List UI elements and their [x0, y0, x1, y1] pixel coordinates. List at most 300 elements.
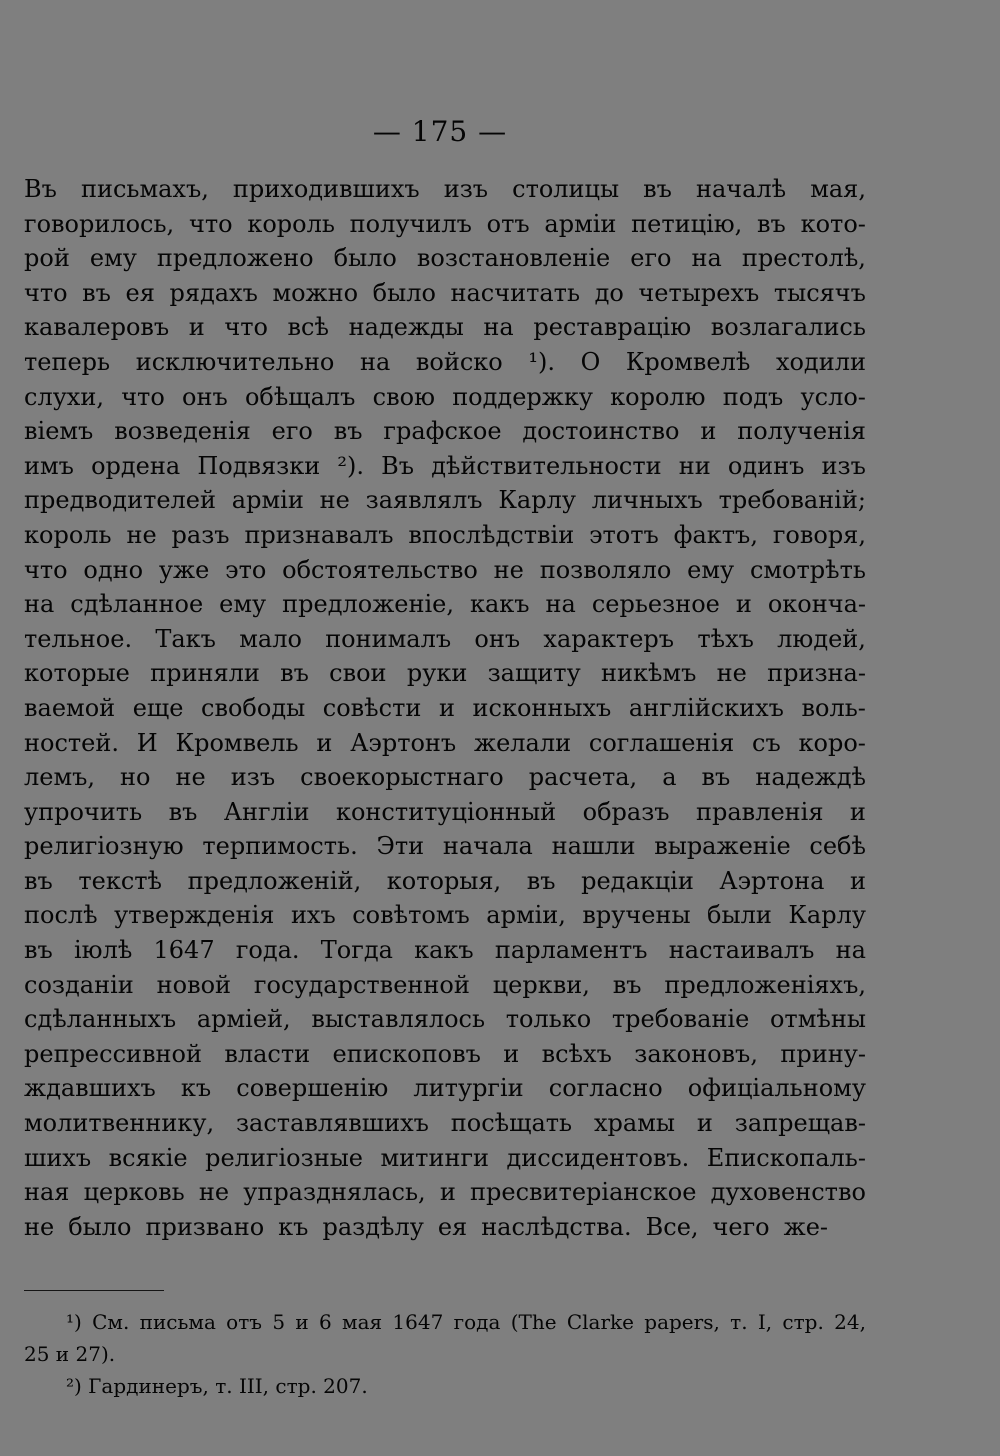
word: слухи,	[24, 382, 104, 411]
word: ему	[89, 244, 137, 273]
word: т.	[730, 1310, 748, 1334]
text-line	[24, 691, 866, 726]
word: всѣхъ	[541, 1039, 612, 1068]
word: насчитать	[450, 278, 581, 307]
word: кавалеровъ	[24, 313, 170, 342]
word: своекорыстнаго	[300, 763, 504, 792]
word: еще	[132, 693, 184, 722]
word: выраженіе	[654, 832, 791, 861]
word: послѣ	[24, 901, 98, 930]
word: возлагались	[710, 313, 866, 342]
word: Кромвель	[175, 728, 299, 757]
text-line	[24, 1210, 866, 1245]
word: призна-	[767, 659, 866, 688]
word: 24,	[834, 1310, 866, 1334]
word: текстѣ	[78, 866, 163, 895]
word: какъ	[469, 590, 530, 619]
word: 1647	[392, 1310, 444, 1334]
word: требованіе	[611, 1005, 750, 1034]
word: и	[438, 693, 455, 722]
word: стр.	[782, 1310, 824, 1334]
word: совершенію	[236, 1074, 389, 1103]
word: письмахъ,	[80, 175, 209, 203]
text-line	[24, 622, 866, 657]
word: и	[700, 417, 717, 446]
word: которыя,	[386, 866, 502, 895]
word: прину-	[780, 1039, 866, 1068]
word: личныхъ	[591, 486, 703, 515]
word: въ	[24, 936, 53, 965]
word: ему	[219, 590, 267, 619]
word: надежды	[348, 313, 464, 342]
word: редакціи	[581, 866, 694, 895]
word: ²).	[337, 451, 364, 480]
word: исконныхъ	[472, 693, 612, 722]
text-line	[24, 829, 866, 864]
word: предводителей	[24, 486, 216, 515]
word: въ	[643, 175, 672, 203]
word: ¹)	[66, 1310, 82, 1334]
word: себѣ	[809, 832, 866, 861]
body-text	[24, 172, 866, 1244]
word: къ	[278, 1212, 309, 1241]
word: на	[24, 590, 55, 619]
word: руки	[406, 659, 468, 688]
word: его	[271, 417, 313, 446]
word: выставлялось	[311, 1005, 486, 1034]
word: расчета,	[528, 763, 638, 792]
word: желали	[474, 728, 572, 757]
word: король	[24, 520, 112, 549]
word: Такъ	[155, 624, 216, 653]
word: свои	[329, 659, 387, 688]
word: ея	[437, 1212, 468, 1241]
text-line	[24, 656, 866, 691]
word: реставрацію	[533, 313, 692, 342]
word: полученія	[737, 417, 866, 446]
word: ихъ	[290, 901, 336, 930]
word: въ	[701, 763, 731, 792]
word: характеръ	[543, 624, 675, 653]
word: papers,	[644, 1310, 720, 1334]
word: сдѣланныхъ	[24, 1005, 177, 1034]
word: 5	[272, 1310, 286, 1334]
word: ная	[24, 1178, 70, 1207]
word: и	[439, 1178, 456, 1207]
word: ваемой	[24, 693, 116, 722]
word: ¹).	[528, 347, 555, 376]
word: мая,	[810, 175, 866, 203]
footnote-divider	[24, 1290, 164, 1291]
word: предложеній,	[187, 866, 362, 895]
word: королю	[610, 382, 706, 411]
word: отъ	[486, 209, 530, 238]
word: церковь	[83, 1178, 185, 1207]
word: не	[493, 555, 524, 584]
word: церкви,	[492, 970, 590, 999]
word: графское	[383, 417, 502, 446]
word: онъ	[474, 624, 521, 653]
word: конституціонный	[335, 797, 557, 826]
word: Clarke	[566, 1310, 634, 1334]
word: одно	[83, 555, 144, 584]
word: года.	[235, 936, 300, 965]
word: въ	[526, 866, 556, 895]
word: въ	[757, 209, 786, 238]
word: англійскихъ	[628, 693, 784, 722]
word: признавалъ	[244, 520, 394, 549]
word: Въ	[381, 451, 415, 480]
word: на	[835, 936, 866, 965]
word: ждавшихъ	[24, 1074, 156, 1103]
word: Въ	[24, 175, 57, 203]
word: подъ	[722, 382, 784, 411]
word: и	[295, 1310, 309, 1334]
word: настаивалъ	[668, 936, 815, 965]
text-line	[24, 276, 866, 311]
word: ему	[687, 555, 735, 584]
word: говоря,	[772, 520, 866, 549]
word: предложеніяхъ,	[664, 970, 866, 999]
word: одинъ	[727, 451, 805, 480]
word: можно	[272, 278, 359, 307]
word: арміи	[231, 486, 304, 515]
word: было	[68, 1212, 132, 1241]
text-line	[24, 1037, 866, 1072]
word: пресвитеріанское	[470, 1178, 697, 1207]
word: серьезное	[591, 590, 720, 619]
word: Епископаль-	[706, 1143, 866, 1172]
word: получилъ	[349, 209, 472, 238]
word: вручены	[582, 901, 691, 930]
word: говорилось,	[24, 209, 175, 238]
word: что	[121, 382, 165, 411]
word: обѣщалъ	[244, 382, 356, 411]
word: государственной	[253, 970, 470, 999]
word: ностей.	[24, 728, 119, 757]
word: (The	[510, 1310, 557, 1334]
word: впослѣдствіи	[408, 520, 575, 549]
word: запрещав-	[734, 1109, 866, 1138]
text-line	[24, 864, 866, 899]
text-line	[24, 898, 866, 933]
word: но	[120, 763, 151, 792]
text-line	[24, 1141, 866, 1176]
word: никѣмъ	[600, 659, 697, 688]
word: 6	[318, 1310, 332, 1334]
word: изъ	[230, 763, 276, 792]
word: согласно	[548, 1074, 663, 1103]
text-line	[24, 449, 866, 484]
word: правленія	[696, 797, 824, 826]
word: уже	[158, 555, 210, 584]
word: предложеніе,	[282, 590, 454, 619]
word: арміи,	[486, 901, 566, 930]
word: дѣйствительности	[431, 451, 662, 480]
word: смотрѣть	[749, 555, 866, 584]
word: престолѣ,	[741, 244, 866, 273]
word: ея	[125, 278, 155, 307]
word: 1647	[153, 936, 215, 965]
text-line	[24, 1106, 866, 1141]
word: и	[850, 866, 866, 895]
word: не	[198, 1178, 230, 1207]
footnote-2: ²) Гардинеръ, т. III, стр. 207.	[66, 1374, 368, 1398]
word: тысячъ	[773, 278, 866, 307]
word: съ	[752, 728, 781, 757]
word: отмѣны	[769, 1005, 866, 1034]
word: заявлялъ	[365, 486, 483, 515]
word: столицы	[512, 175, 620, 203]
word: власти	[224, 1039, 311, 1068]
text-line	[24, 172, 866, 207]
text-line	[24, 483, 866, 518]
word: Аэртона	[719, 866, 825, 895]
word: понималъ	[325, 624, 452, 653]
word: надеждѣ	[755, 763, 866, 792]
word: приходившихъ	[232, 175, 420, 203]
word: всѣ	[287, 313, 329, 342]
word: король	[247, 209, 335, 238]
word: лемъ,	[24, 763, 96, 792]
word: года	[453, 1310, 501, 1334]
word: религіозную	[24, 832, 184, 861]
word: требованій;	[718, 486, 866, 515]
word: рой	[24, 244, 70, 273]
word: это	[225, 555, 267, 584]
word: посѣщать	[450, 1109, 573, 1138]
word: теперь	[24, 347, 111, 376]
word: и	[188, 313, 205, 342]
word: совѣсти	[322, 693, 422, 722]
text-line	[24, 1002, 866, 1037]
word: законовъ,	[634, 1039, 758, 1068]
word: было	[333, 244, 397, 273]
text-line	[24, 933, 866, 968]
word: упразднялась,	[243, 1178, 426, 1207]
page-number: — 175 —	[372, 115, 508, 148]
word: же-	[783, 1212, 829, 1241]
word: на	[483, 313, 514, 342]
word: что	[188, 209, 233, 238]
word: къ	[180, 1074, 212, 1103]
text-line	[24, 968, 866, 1003]
word: I,	[757, 1310, 773, 1334]
word: въ	[280, 659, 309, 688]
text-line	[24, 726, 866, 761]
word: ордена	[91, 451, 181, 480]
text-line	[24, 553, 866, 588]
word: митинги	[380, 1143, 490, 1172]
word: въ	[24, 866, 53, 895]
word: арміи	[544, 209, 617, 238]
word: на	[545, 590, 576, 619]
word: совѣтомъ	[352, 901, 470, 930]
word: четырехъ	[638, 278, 760, 307]
word: фактъ,	[673, 520, 758, 549]
word: И	[136, 728, 158, 757]
word: Все,	[645, 1212, 699, 1241]
word: и	[696, 1109, 713, 1138]
word: и	[849, 797, 866, 826]
text-line	[24, 1071, 866, 1106]
word: не	[175, 763, 206, 792]
footnote-1	[24, 1306, 866, 1338]
word: не	[24, 1212, 55, 1241]
word: свою	[372, 382, 435, 411]
word: храмы	[594, 1109, 675, 1138]
footnotes	[24, 1306, 866, 1402]
text-line	[24, 518, 866, 553]
word: образъ	[582, 797, 670, 826]
text-line	[24, 587, 866, 622]
word: онъ	[182, 382, 228, 411]
word: религіозные	[205, 1143, 364, 1172]
text-line	[24, 310, 866, 345]
word: чего	[712, 1212, 770, 1241]
word: Подвязки	[197, 451, 321, 480]
word: мало	[239, 624, 302, 653]
word: достоинство	[522, 417, 680, 446]
text-line	[24, 414, 866, 449]
word: началѣ	[695, 175, 787, 203]
word: въ	[168, 797, 198, 826]
word: Эти	[376, 832, 425, 861]
word: только	[505, 1005, 592, 1034]
text-line	[24, 760, 866, 795]
word: тельное.	[24, 624, 133, 653]
word: духовенство	[710, 1178, 866, 1207]
word: изъ	[821, 451, 866, 480]
word: и	[503, 1039, 520, 1068]
word: Карлу	[788, 901, 866, 930]
word: призвано	[145, 1212, 265, 1241]
word: литургіи	[413, 1074, 524, 1103]
word: сдѣланное	[70, 590, 204, 619]
word: О	[580, 347, 601, 376]
word: было	[372, 278, 436, 307]
word: разъ	[171, 520, 230, 549]
word: созданіи	[24, 970, 134, 999]
word: поддержку	[452, 382, 593, 411]
word: отъ	[226, 1310, 263, 1334]
word: репрессивной	[24, 1039, 202, 1068]
text-line	[24, 207, 866, 242]
text-line	[24, 241, 866, 276]
word: усло-	[800, 382, 866, 411]
word: арміей,	[196, 1005, 291, 1034]
word: защиту	[487, 659, 581, 688]
word: до	[594, 278, 624, 307]
word: Карлу	[498, 486, 576, 515]
word: и	[316, 728, 333, 757]
word: войско	[415, 347, 503, 376]
word: въ	[333, 417, 363, 446]
word: ходили	[775, 347, 866, 376]
word: тѣхъ	[697, 624, 754, 653]
word: ни	[678, 451, 711, 480]
word: офиціальному	[687, 1074, 866, 1103]
word: наслѣдства.	[481, 1212, 632, 1241]
word: предложено	[156, 244, 314, 273]
word: возстановленіе	[416, 244, 611, 273]
word: а	[662, 763, 677, 792]
word: раздѣлу	[322, 1212, 424, 1241]
word: терпимость.	[202, 832, 358, 861]
word: віемъ	[24, 417, 94, 446]
word: его	[630, 244, 672, 273]
word: были	[707, 901, 772, 930]
word: Аэртонъ	[350, 728, 457, 757]
word: Англіи	[223, 797, 310, 826]
word: кото-	[800, 209, 866, 238]
word: въ	[612, 970, 642, 999]
word: въ	[82, 278, 111, 307]
word: коро-	[798, 728, 866, 757]
word: нашли	[551, 832, 636, 861]
word: письма	[139, 1310, 216, 1334]
word: позволяло	[539, 555, 672, 584]
word: молитвеннику,	[24, 1109, 215, 1138]
word: на	[691, 244, 722, 273]
word: парламентъ	[494, 936, 648, 965]
word: мая	[342, 1310, 383, 1334]
word: заставлявшихъ	[235, 1109, 429, 1138]
text-line	[24, 1175, 866, 1210]
word: этотъ	[589, 520, 659, 549]
word: и	[735, 590, 752, 619]
word: имъ	[24, 451, 74, 480]
word: начала	[442, 832, 533, 861]
text-line	[24, 380, 866, 415]
word: диссидентовъ.	[506, 1143, 690, 1172]
text-line	[24, 795, 866, 830]
word: приняли	[150, 659, 260, 688]
word: на	[359, 347, 391, 376]
word: всякіе	[108, 1143, 188, 1172]
word: свободы	[201, 693, 306, 722]
word: обстоятельство	[282, 555, 478, 584]
word: исключительно	[135, 347, 335, 376]
word: которые	[24, 659, 130, 688]
footnote-1-continuation: 25 и 27).	[24, 1342, 116, 1366]
word: рядахъ	[169, 278, 258, 307]
word: петицію,	[631, 209, 743, 238]
word: См.	[92, 1310, 130, 1334]
word: людей,	[777, 624, 866, 653]
text-line	[24, 345, 866, 380]
word: не	[319, 486, 350, 515]
word: Кромвелѣ	[625, 347, 751, 376]
word: какъ	[414, 936, 474, 965]
word: новой	[156, 970, 232, 999]
word: соглашенія	[588, 728, 735, 757]
word: шихъ	[24, 1143, 92, 1172]
word: что	[24, 555, 68, 584]
word: возведенія	[114, 417, 251, 446]
word: оконча-	[767, 590, 866, 619]
word: воль-	[801, 693, 866, 722]
word: не	[126, 520, 157, 549]
word: утвержденія	[114, 901, 275, 930]
word: не	[716, 659, 747, 688]
word: изъ	[443, 175, 489, 203]
word: епископовъ	[332, 1039, 481, 1068]
word: что	[224, 313, 268, 342]
word: іюлѣ	[74, 936, 133, 965]
word: Тогда	[320, 936, 393, 965]
word: упрочить	[24, 797, 143, 826]
